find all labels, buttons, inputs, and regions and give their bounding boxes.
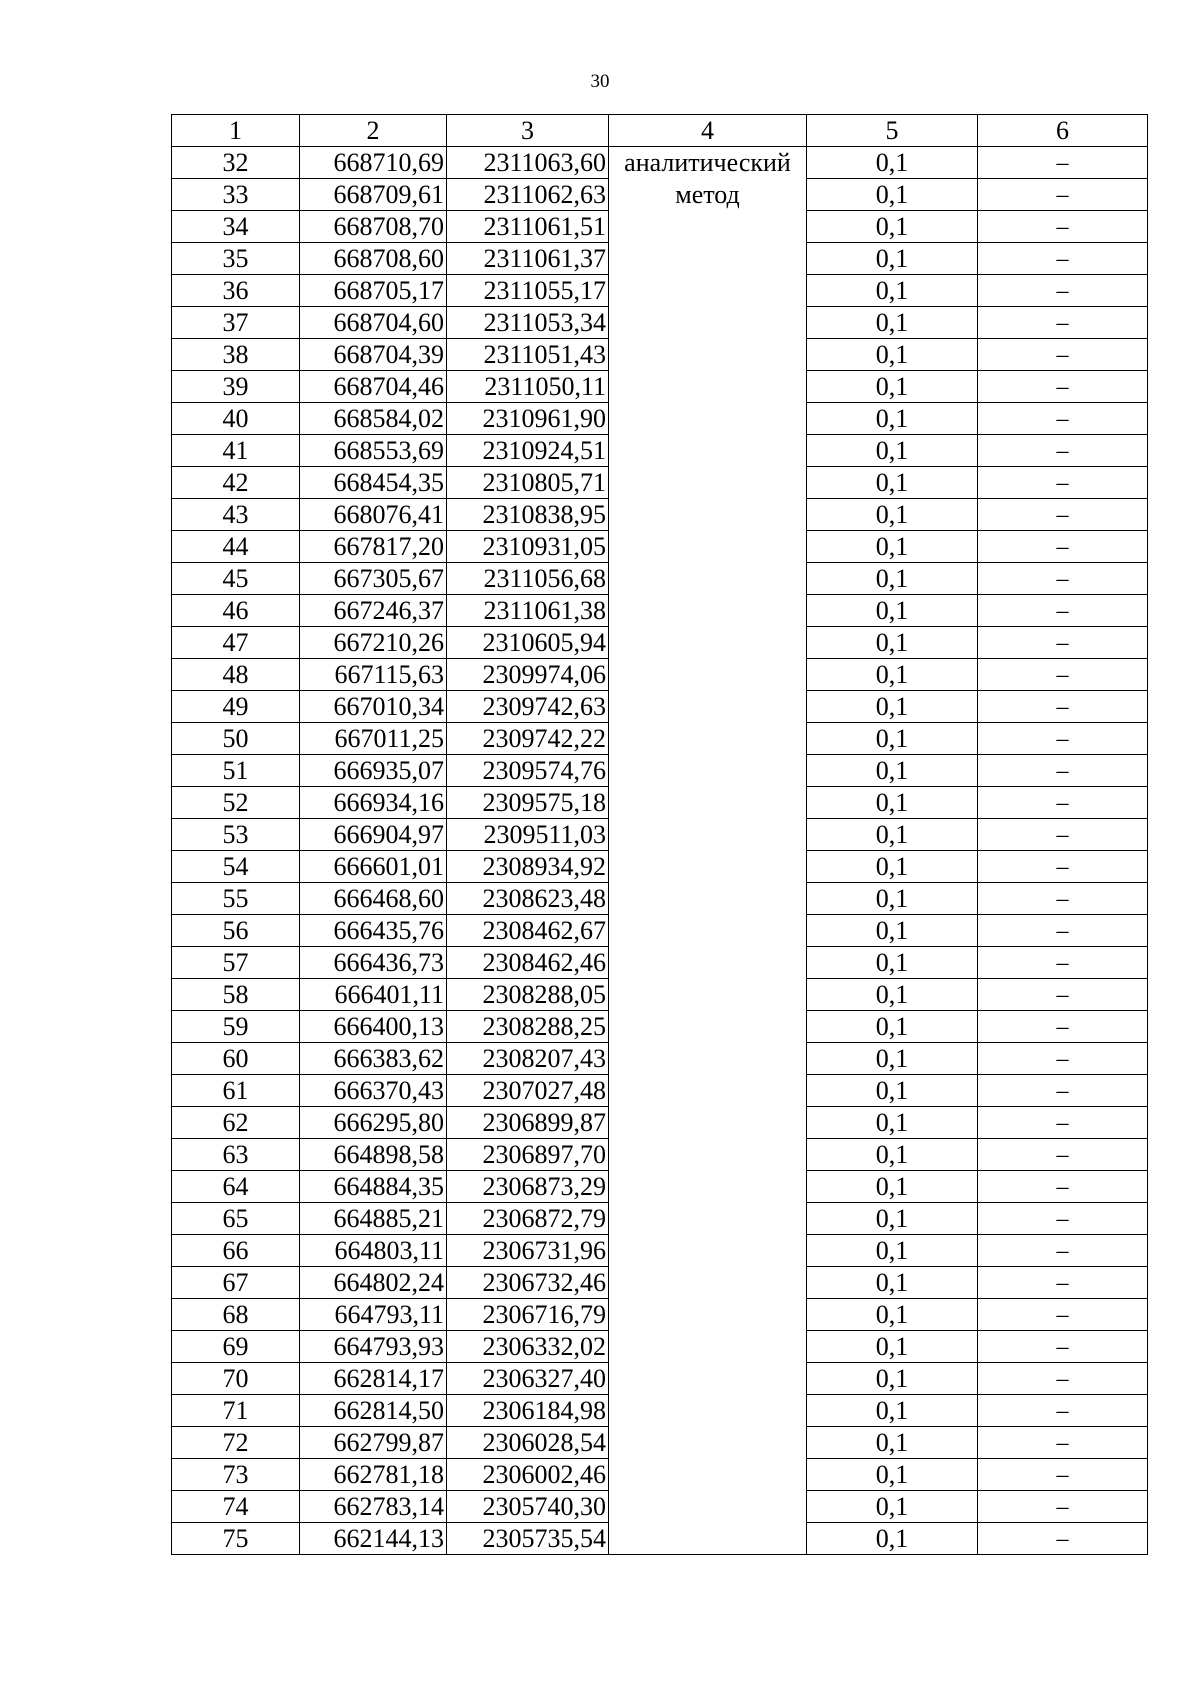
accuracy-cell: 0,1 xyxy=(807,435,978,467)
accuracy-cell: 0,1 xyxy=(807,499,978,531)
point-number-cell: 34 xyxy=(172,211,300,243)
accuracy-cell: 0,1 xyxy=(807,1395,978,1427)
point-number-cell: 43 xyxy=(172,499,300,531)
description-cell: – xyxy=(978,1139,1148,1171)
x-coordinate-cell: 666400,13 xyxy=(300,1011,447,1043)
y-coordinate-cell: 2309742,63 xyxy=(447,691,609,723)
point-number-cell: 48 xyxy=(172,659,300,691)
header-col-6: 6 xyxy=(978,115,1148,147)
description-cell: – xyxy=(978,371,1148,403)
accuracy-cell: 0,1 xyxy=(807,819,978,851)
y-coordinate-cell: 2310924,51 xyxy=(447,435,609,467)
y-coordinate-cell: 2310805,71 xyxy=(447,467,609,499)
description-cell: – xyxy=(978,1203,1148,1235)
description-cell: – xyxy=(978,243,1148,275)
y-coordinate-cell: 2310605,94 xyxy=(447,627,609,659)
y-coordinate-cell: 2308934,92 xyxy=(447,851,609,883)
table-body xyxy=(172,147,1148,1555)
accuracy-cell: 0,1 xyxy=(807,1171,978,1203)
table-header-row xyxy=(172,115,1148,147)
y-coordinate-cell: 2311061,38 xyxy=(447,595,609,627)
accuracy-cell: 0,1 xyxy=(807,147,978,179)
point-number-cell: 41 xyxy=(172,435,300,467)
y-coordinate-cell: 2311053,34 xyxy=(447,307,609,339)
point-number-cell: 61 xyxy=(172,1075,300,1107)
y-coordinate-cell: 2309974,06 xyxy=(447,659,609,691)
y-coordinate-cell: 2306332,02 xyxy=(447,1331,609,1363)
accuracy-cell: 0,1 xyxy=(807,563,978,595)
description-cell: – xyxy=(978,691,1148,723)
header-col-1: 1 xyxy=(172,115,300,147)
description-cell: – xyxy=(978,883,1148,915)
description-cell: – xyxy=(978,595,1148,627)
x-coordinate-cell: 664793,93 xyxy=(300,1331,447,1363)
x-coordinate-cell: 666904,97 xyxy=(300,819,447,851)
point-number-cell: 52 xyxy=(172,787,300,819)
x-coordinate-cell: 668708,70 xyxy=(300,211,447,243)
description-cell: – xyxy=(978,499,1148,531)
x-coordinate-cell: 668704,60 xyxy=(300,307,447,339)
description-cell: – xyxy=(978,659,1148,691)
x-coordinate-cell: 662799,87 xyxy=(300,1427,447,1459)
x-coordinate-cell: 668704,39 xyxy=(300,339,447,371)
description-cell: – xyxy=(978,435,1148,467)
y-coordinate-cell: 2306897,70 xyxy=(447,1139,609,1171)
accuracy-cell: 0,1 xyxy=(807,627,978,659)
y-coordinate-cell: 2311061,51 xyxy=(447,211,609,243)
description-cell: – xyxy=(978,1363,1148,1395)
description-cell: – xyxy=(978,179,1148,211)
y-coordinate-cell: 2311050,11 xyxy=(447,371,609,403)
description-cell: – xyxy=(978,851,1148,883)
x-coordinate-cell: 666383,62 xyxy=(300,1043,447,1075)
x-coordinate-cell: 668076,41 xyxy=(300,499,447,531)
x-coordinate-cell: 668454,35 xyxy=(300,467,447,499)
x-coordinate-cell: 668710,69 xyxy=(300,147,447,179)
coordinates-table xyxy=(171,114,1148,1555)
x-coordinate-cell: 666935,07 xyxy=(300,755,447,787)
description-cell: – xyxy=(978,947,1148,979)
description-cell: – xyxy=(978,755,1148,787)
y-coordinate-cell: 2305740,30 xyxy=(447,1491,609,1523)
x-coordinate-cell: 664884,35 xyxy=(300,1171,447,1203)
accuracy-cell: 0,1 xyxy=(807,851,978,883)
y-coordinate-cell: 2306872,79 xyxy=(447,1203,609,1235)
y-coordinate-cell: 2308288,25 xyxy=(447,1011,609,1043)
accuracy-cell: 0,1 xyxy=(807,1331,978,1363)
accuracy-cell: 0,1 xyxy=(807,979,978,1011)
description-cell: – xyxy=(978,211,1148,243)
x-coordinate-cell: 667817,20 xyxy=(300,531,447,563)
y-coordinate-cell: 2307027,48 xyxy=(447,1075,609,1107)
header-col-5: 5 xyxy=(807,115,978,147)
page-number: 30 xyxy=(590,71,610,92)
description-cell: – xyxy=(978,531,1148,563)
table-row xyxy=(172,147,1148,179)
point-number-cell: 53 xyxy=(172,819,300,851)
description-cell: – xyxy=(978,1491,1148,1523)
method-line-1: аналитический xyxy=(624,148,791,177)
y-coordinate-cell: 2306028,54 xyxy=(447,1427,609,1459)
accuracy-cell: 0,1 xyxy=(807,1491,978,1523)
y-coordinate-cell: 2306184,98 xyxy=(447,1395,609,1427)
y-coordinate-cell: 2309575,18 xyxy=(447,787,609,819)
point-number-cell: 47 xyxy=(172,627,300,659)
point-number-cell: 44 xyxy=(172,531,300,563)
accuracy-cell: 0,1 xyxy=(807,467,978,499)
y-coordinate-cell: 2310931,05 xyxy=(447,531,609,563)
accuracy-cell: 0,1 xyxy=(807,787,978,819)
accuracy-cell: 0,1 xyxy=(807,371,978,403)
description-cell: – xyxy=(978,915,1148,947)
x-coordinate-cell: 666934,16 xyxy=(300,787,447,819)
point-number-cell: 56 xyxy=(172,915,300,947)
method-cell xyxy=(609,147,807,1555)
y-coordinate-cell: 2306899,87 xyxy=(447,1107,609,1139)
accuracy-cell: 0,1 xyxy=(807,1011,978,1043)
x-coordinate-cell: 668705,17 xyxy=(300,275,447,307)
point-number-cell: 70 xyxy=(172,1363,300,1395)
x-coordinate-cell: 668553,69 xyxy=(300,435,447,467)
point-number-cell: 50 xyxy=(172,723,300,755)
description-cell: – xyxy=(978,1075,1148,1107)
accuracy-cell: 0,1 xyxy=(807,947,978,979)
y-coordinate-cell: 2306002,46 xyxy=(447,1459,609,1491)
x-coordinate-cell: 667246,37 xyxy=(300,595,447,627)
x-coordinate-cell: 664793,11 xyxy=(300,1299,447,1331)
header-col-4: 4 xyxy=(609,115,807,147)
description-cell: – xyxy=(978,1011,1148,1043)
x-coordinate-cell: 662814,50 xyxy=(300,1395,447,1427)
y-coordinate-cell: 2310961,90 xyxy=(447,403,609,435)
point-number-cell: 46 xyxy=(172,595,300,627)
accuracy-cell: 0,1 xyxy=(807,1235,978,1267)
accuracy-cell: 0,1 xyxy=(807,1139,978,1171)
point-number-cell: 55 xyxy=(172,883,300,915)
description-cell: – xyxy=(978,1043,1148,1075)
y-coordinate-cell: 2308288,05 xyxy=(447,979,609,1011)
description-cell: – xyxy=(978,627,1148,659)
description-cell: – xyxy=(978,275,1148,307)
point-number-cell: 35 xyxy=(172,243,300,275)
point-number-cell: 69 xyxy=(172,1331,300,1363)
accuracy-cell: 0,1 xyxy=(807,179,978,211)
y-coordinate-cell: 2311055,17 xyxy=(447,275,609,307)
y-coordinate-cell: 2306327,40 xyxy=(447,1363,609,1395)
accuracy-cell: 0,1 xyxy=(807,1427,978,1459)
point-number-cell: 59 xyxy=(172,1011,300,1043)
accuracy-cell: 0,1 xyxy=(807,1363,978,1395)
accuracy-cell: 0,1 xyxy=(807,243,978,275)
y-coordinate-cell: 2306873,29 xyxy=(447,1171,609,1203)
point-number-cell: 54 xyxy=(172,851,300,883)
x-coordinate-cell: 662144,13 xyxy=(300,1523,447,1555)
point-number-cell: 36 xyxy=(172,275,300,307)
point-number-cell: 64 xyxy=(172,1171,300,1203)
x-coordinate-cell: 666468,60 xyxy=(300,883,447,915)
description-cell: – xyxy=(978,1299,1148,1331)
method-line-2: метод xyxy=(675,180,740,209)
x-coordinate-cell: 666601,01 xyxy=(300,851,447,883)
x-coordinate-cell: 666435,76 xyxy=(300,915,447,947)
y-coordinate-cell: 2309511,03 xyxy=(447,819,609,851)
accuracy-cell: 0,1 xyxy=(807,915,978,947)
point-number-cell: 57 xyxy=(172,947,300,979)
point-number-cell: 37 xyxy=(172,307,300,339)
description-cell: – xyxy=(978,723,1148,755)
y-coordinate-cell: 2309742,22 xyxy=(447,723,609,755)
accuracy-cell: 0,1 xyxy=(807,403,978,435)
accuracy-cell: 0,1 xyxy=(807,883,978,915)
description-cell: – xyxy=(978,819,1148,851)
description-cell: – xyxy=(978,339,1148,371)
x-coordinate-cell: 664898,58 xyxy=(300,1139,447,1171)
y-coordinate-cell: 2308462,67 xyxy=(447,915,609,947)
accuracy-cell: 0,1 xyxy=(807,339,978,371)
point-number-cell: 65 xyxy=(172,1203,300,1235)
description-cell: – xyxy=(978,147,1148,179)
description-cell: – xyxy=(978,1427,1148,1459)
point-number-cell: 75 xyxy=(172,1523,300,1555)
y-coordinate-cell: 2311061,37 xyxy=(447,243,609,275)
y-coordinate-cell: 2308462,46 xyxy=(447,947,609,979)
accuracy-cell: 0,1 xyxy=(807,531,978,563)
y-coordinate-cell: 2305735,54 xyxy=(447,1523,609,1555)
description-cell: – xyxy=(978,467,1148,499)
description-cell: – xyxy=(978,1395,1148,1427)
accuracy-cell: 0,1 xyxy=(807,755,978,787)
accuracy-cell: 0,1 xyxy=(807,723,978,755)
y-coordinate-cell: 2311062,63 xyxy=(447,179,609,211)
x-coordinate-cell: 662783,14 xyxy=(300,1491,447,1523)
description-cell: – xyxy=(978,1235,1148,1267)
accuracy-cell: 0,1 xyxy=(807,275,978,307)
point-number-cell: 45 xyxy=(172,563,300,595)
point-number-cell: 74 xyxy=(172,1491,300,1523)
description-cell: – xyxy=(978,563,1148,595)
x-coordinate-cell: 664885,21 xyxy=(300,1203,447,1235)
x-coordinate-cell: 666436,73 xyxy=(300,947,447,979)
accuracy-cell: 0,1 xyxy=(807,691,978,723)
y-coordinate-cell: 2311063,60 xyxy=(447,147,609,179)
x-coordinate-cell: 666370,43 xyxy=(300,1075,447,1107)
x-coordinate-cell: 667115,63 xyxy=(300,659,447,691)
point-number-cell: 58 xyxy=(172,979,300,1011)
point-number-cell: 73 xyxy=(172,1459,300,1491)
y-coordinate-cell: 2310838,95 xyxy=(447,499,609,531)
x-coordinate-cell: 666295,80 xyxy=(300,1107,447,1139)
point-number-cell: 39 xyxy=(172,371,300,403)
accuracy-cell: 0,1 xyxy=(807,1459,978,1491)
description-cell: – xyxy=(978,307,1148,339)
description-cell: – xyxy=(978,1267,1148,1299)
point-number-cell: 38 xyxy=(172,339,300,371)
x-coordinate-cell: 667305,67 xyxy=(300,563,447,595)
accuracy-cell: 0,1 xyxy=(807,595,978,627)
y-coordinate-cell: 2311051,43 xyxy=(447,339,609,371)
x-coordinate-cell: 668584,02 xyxy=(300,403,447,435)
point-number-cell: 42 xyxy=(172,467,300,499)
y-coordinate-cell: 2311056,68 xyxy=(447,563,609,595)
point-number-cell: 63 xyxy=(172,1139,300,1171)
point-number-cell: 72 xyxy=(172,1427,300,1459)
point-number-cell: 68 xyxy=(172,1299,300,1331)
description-cell: – xyxy=(978,1107,1148,1139)
point-number-cell: 71 xyxy=(172,1395,300,1427)
description-cell: – xyxy=(978,403,1148,435)
accuracy-cell: 0,1 xyxy=(807,1299,978,1331)
x-coordinate-cell: 664803,11 xyxy=(300,1235,447,1267)
x-coordinate-cell: 668708,60 xyxy=(300,243,447,275)
point-number-cell: 67 xyxy=(172,1267,300,1299)
point-number-cell: 40 xyxy=(172,403,300,435)
x-coordinate-cell: 668704,46 xyxy=(300,371,447,403)
accuracy-cell: 0,1 xyxy=(807,1107,978,1139)
header-col-3: 3 xyxy=(447,115,609,147)
point-number-cell: 60 xyxy=(172,1043,300,1075)
accuracy-cell: 0,1 xyxy=(807,1043,978,1075)
accuracy-cell: 0,1 xyxy=(807,211,978,243)
point-number-cell: 49 xyxy=(172,691,300,723)
y-coordinate-cell: 2306732,46 xyxy=(447,1267,609,1299)
accuracy-cell: 0,1 xyxy=(807,1267,978,1299)
accuracy-cell: 0,1 xyxy=(807,659,978,691)
point-number-cell: 33 xyxy=(172,179,300,211)
description-cell: – xyxy=(978,787,1148,819)
accuracy-cell: 0,1 xyxy=(807,1075,978,1107)
x-coordinate-cell: 667011,25 xyxy=(300,723,447,755)
y-coordinate-cell: 2309574,76 xyxy=(447,755,609,787)
accuracy-cell: 0,1 xyxy=(807,1203,978,1235)
description-cell: – xyxy=(978,1523,1148,1555)
y-coordinate-cell: 2308623,48 xyxy=(447,883,609,915)
x-coordinate-cell: 662814,17 xyxy=(300,1363,447,1395)
accuracy-cell: 0,1 xyxy=(807,307,978,339)
point-number-cell: 51 xyxy=(172,755,300,787)
x-coordinate-cell: 664802,24 xyxy=(300,1267,447,1299)
description-cell: – xyxy=(978,1171,1148,1203)
point-number-cell: 66 xyxy=(172,1235,300,1267)
accuracy-cell: 0,1 xyxy=(807,1523,978,1555)
y-coordinate-cell: 2306716,79 xyxy=(447,1299,609,1331)
description-cell: – xyxy=(978,1459,1148,1491)
y-coordinate-cell: 2306731,96 xyxy=(447,1235,609,1267)
x-coordinate-cell: 667010,34 xyxy=(300,691,447,723)
point-number-cell: 62 xyxy=(172,1107,300,1139)
header-col-2: 2 xyxy=(300,115,447,147)
y-coordinate-cell: 2308207,43 xyxy=(447,1043,609,1075)
x-coordinate-cell: 668709,61 xyxy=(300,179,447,211)
point-number-cell: 32 xyxy=(172,147,300,179)
x-coordinate-cell: 667210,26 xyxy=(300,627,447,659)
description-cell: – xyxy=(978,1331,1148,1363)
x-coordinate-cell: 666401,11 xyxy=(300,979,447,1011)
description-cell: – xyxy=(978,979,1148,1011)
x-coordinate-cell: 662781,18 xyxy=(300,1459,447,1491)
